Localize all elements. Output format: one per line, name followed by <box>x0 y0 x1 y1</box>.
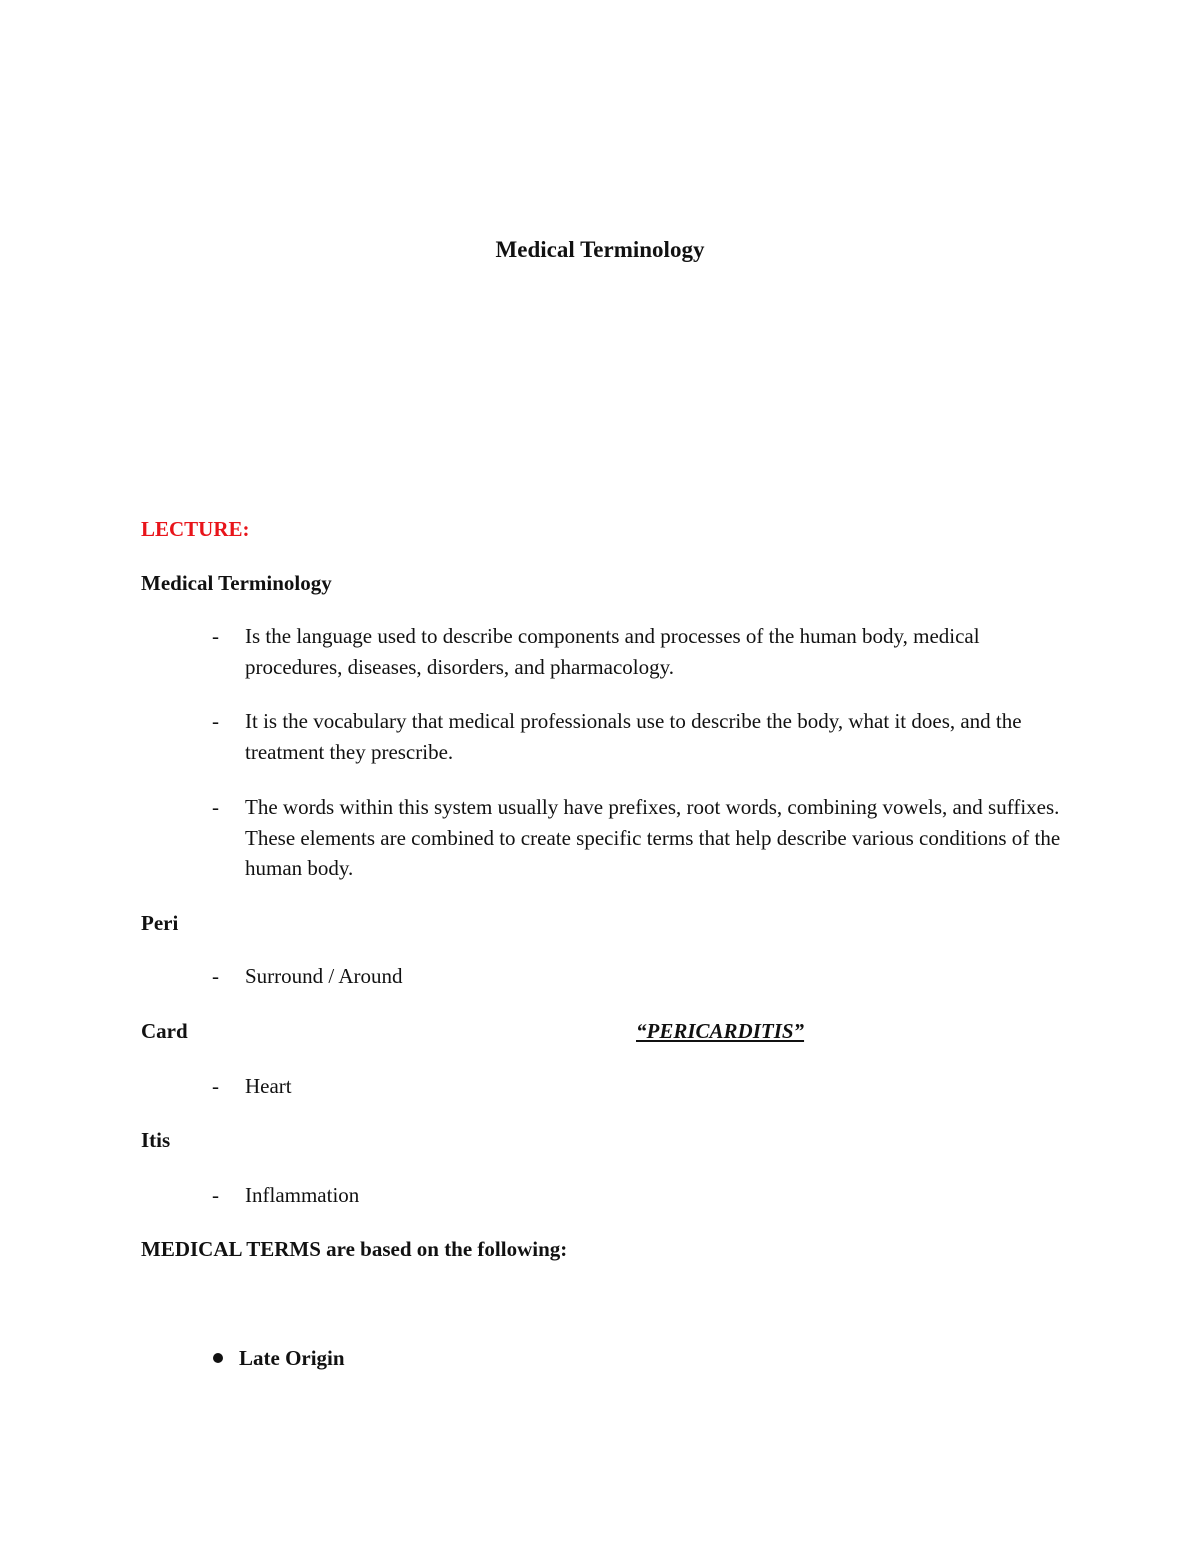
dash-marker: - <box>212 709 219 733</box>
definition-item <box>212 621 1062 682</box>
dash-marker: - <box>212 964 219 988</box>
page-title: Medical Terminology <box>495 237 705 262</box>
word-part-meaning <box>212 961 1062 992</box>
dash-marker: - <box>212 624 219 648</box>
definition-item <box>212 792 1062 884</box>
dash-marker: - <box>212 1074 219 1098</box>
word-part-term: Itis <box>141 1128 171 1152</box>
definition-text: It is the vocabulary that medical professionals use to describe the body, what it does, and the treatment they prescribe. <box>245 709 1022 764</box>
bullet-dot-icon <box>213 1353 223 1363</box>
word-part-term: Peri <box>141 911 179 935</box>
dash-marker: - <box>212 795 219 819</box>
definition-text: The words within this system usually have prefixes, root words, combining vowels, and suffixes. These elements are combined to create specific terms that help describe various conditions of the human body. <box>245 795 1061 880</box>
lecture-heading: LECTURE: <box>141 517 250 541</box>
example-term: “PERICARDITIS” <box>636 1019 805 1043</box>
meaning-text: Heart <box>245 1074 292 1098</box>
bullet-text: Late Origin <box>239 1346 345 1370</box>
definition-text: Is the language used to describe components and processes of the human body, medical procedures, diseases, disorders, and pharmacology. <box>245 624 980 679</box>
meaning-text: Surround / Around <box>245 964 403 988</box>
definition-item <box>212 706 1062 767</box>
word-part-meaning <box>212 1180 1062 1211</box>
word-part-term: Card <box>141 1019 188 1043</box>
dash-marker: - <box>212 1183 219 1207</box>
section-heading: Medical Terminology <box>141 571 332 595</box>
terms-heading: MEDICAL TERMS are based on the following: <box>141 1237 568 1261</box>
meaning-text: Inflammation <box>245 1183 360 1207</box>
bullet-item <box>213 1343 345 1373</box>
word-part-meaning <box>212 1071 1062 1102</box>
